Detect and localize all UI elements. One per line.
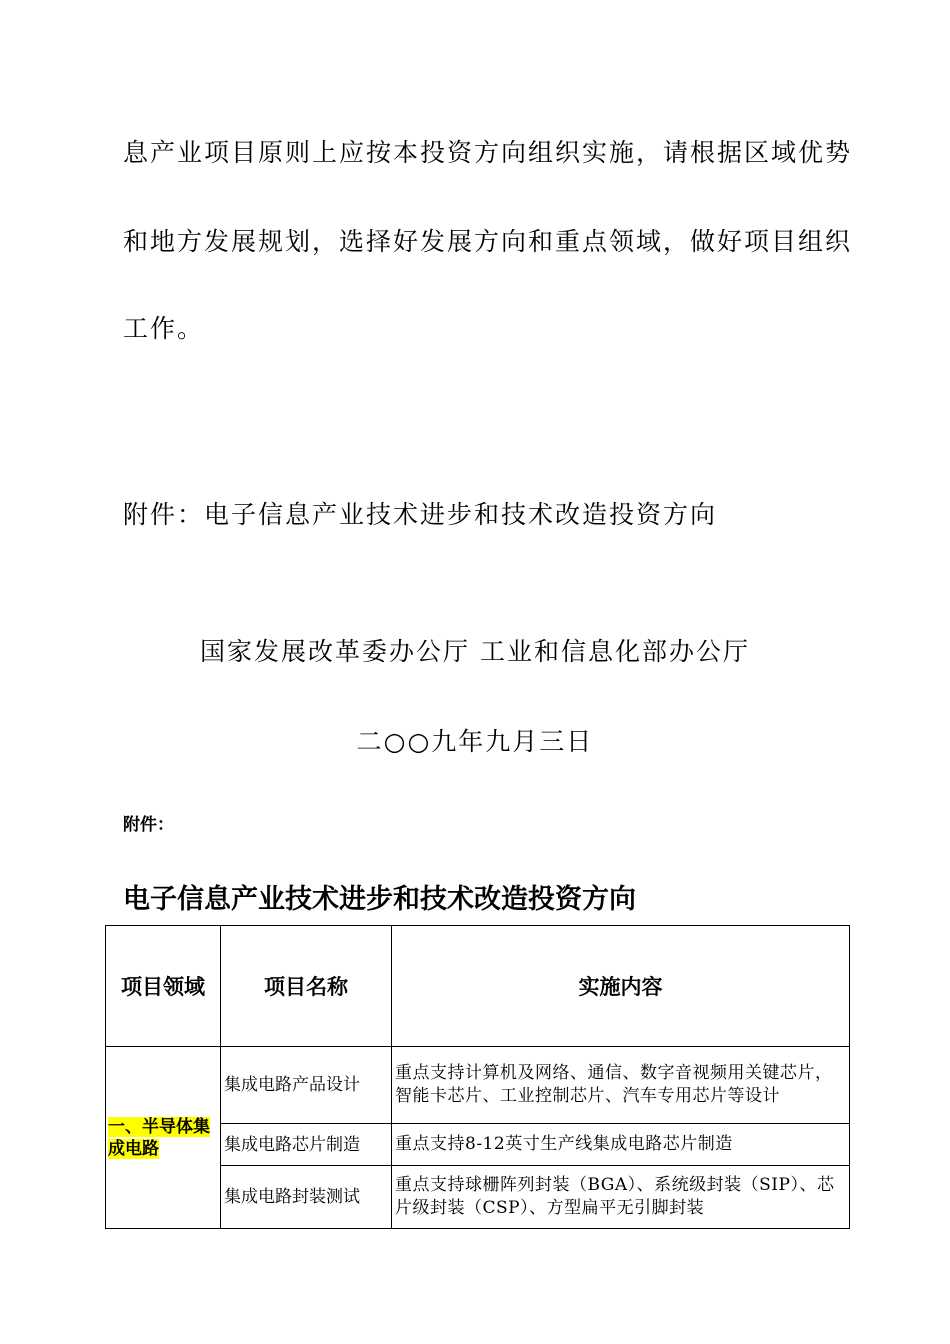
body-paragraph-line-2: 和地方发展规划，选择好发展方向和重点领域，做好项目组织 (123, 227, 853, 256)
table-row (106, 1047, 850, 1124)
implementation-content-cell: 重点支持球栅阵列封装（BGA）、系统级封装（SIP）、芯片级封装（CSP）、方型扁平无引脚封装 (392, 1166, 850, 1229)
attachment-reference: 附件：电子信息产业技术进步和技术改造投资方向 (123, 500, 718, 529)
issuer-names: 国家发展改革委办公厅 工业和信息化部办公厅 (200, 637, 750, 666)
field-cell-semiconductor (106, 1047, 221, 1229)
header-project-field: 项目领域 (106, 926, 221, 1047)
implementation-content-cell: 重点支持8-12英寸生产线集成电路芯片制造 (392, 1124, 850, 1166)
attachment-label: 附件： (123, 815, 174, 835)
body-paragraph-line-3: 工作。 (123, 314, 205, 343)
body-paragraph-line-1: 息产业项目原则上应按本投资方向组织实施，请根据区域优势 (123, 138, 853, 167)
issue-date: 二○○九年九月三日 (356, 727, 594, 756)
project-name-cell: 集成电路封装测试 (221, 1166, 392, 1229)
attachment-title: 电子信息产业技术进步和技术改造投资方向 (123, 884, 636, 915)
project-name-cell: 集成电路芯片制造 (221, 1124, 392, 1166)
field-label-semiconductor: 一、半导体集成电路 (108, 1116, 210, 1159)
table-header-row (106, 926, 850, 1047)
investment-direction-table (105, 925, 850, 1229)
project-name-cell: 集成电路产品设计 (221, 1047, 392, 1124)
header-project-name: 项目名称 (221, 926, 392, 1047)
implementation-content-cell: 重点支持计算机及网络、通信、数字音视频用关键芯片，智能卡芯片、工业控制芯片、汽车专用芯片等设计 (392, 1047, 850, 1124)
header-implementation-content: 实施内容 (392, 926, 850, 1047)
